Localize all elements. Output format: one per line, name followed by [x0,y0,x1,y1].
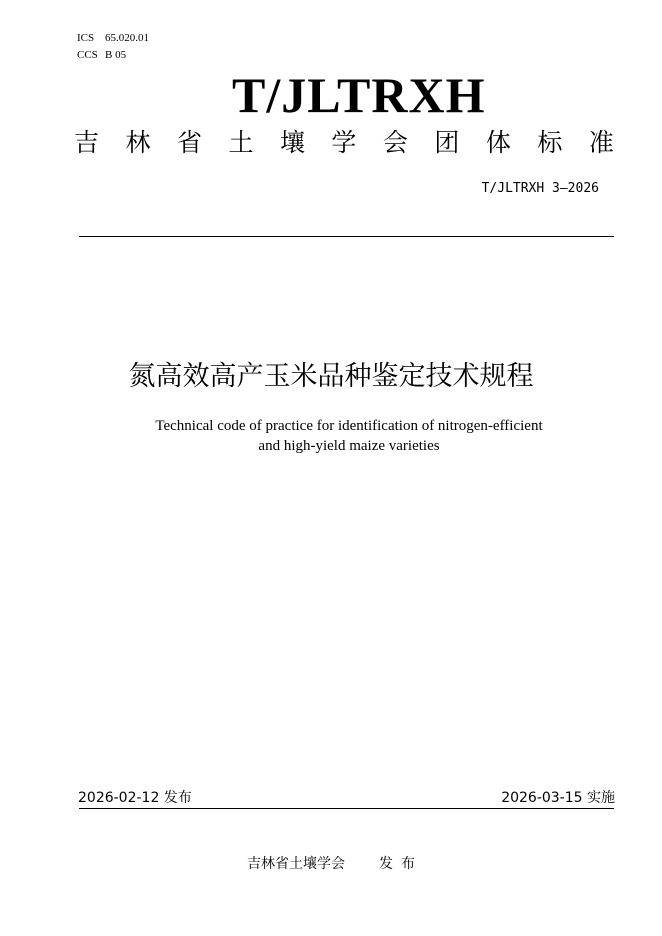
org-heading-char: 学 [331,128,357,157]
org-heading-char: 壤 [279,128,305,157]
org-heading-char: 吉 [74,128,100,157]
issuer-line [0,854,662,874]
ics-classification [77,32,149,45]
ics-code: 65.020.01 [105,32,149,44]
organization-standard-heading [74,124,614,162]
ics-label: ICS [77,32,95,44]
org-heading-char: 体 [485,128,511,157]
org-heading-char: 林 [125,128,151,157]
implementation-date: 2026-03-15 实施 [501,790,615,806]
org-heading-char: 会 [382,128,408,157]
org-heading-char: 省 [176,128,202,157]
footer-divider [79,808,614,809]
org-heading-char: 标 [537,128,563,157]
ccs-label: CCS [77,49,98,61]
issue-word: 布 [401,856,415,872]
publish-date: 2026-02-12 发布 [78,790,192,806]
chinese-title: 氮高效高产玉米品种鉴定技术规程 [128,361,534,392]
ccs-classification [77,49,126,62]
standard-number: T/JLTRXH 3—2026 [481,181,599,196]
issuer-name: 吉林省土壤学会 [247,856,345,872]
standard-logo-code: T/JLTRXH [232,67,486,123]
issue-word: 发 [379,856,393,872]
english-title-line: Technical code of practice for identification of nitrogen-efficient [155,418,543,434]
ccs-code: B 05 [105,49,127,61]
header-divider [79,236,614,237]
english-title [81,416,617,456]
org-heading-char: 土 [228,128,254,157]
english-title-line: and high-yield maize varieties [258,438,440,454]
org-heading-char: 团 [434,128,460,157]
org-heading-char: 准 [588,128,614,157]
